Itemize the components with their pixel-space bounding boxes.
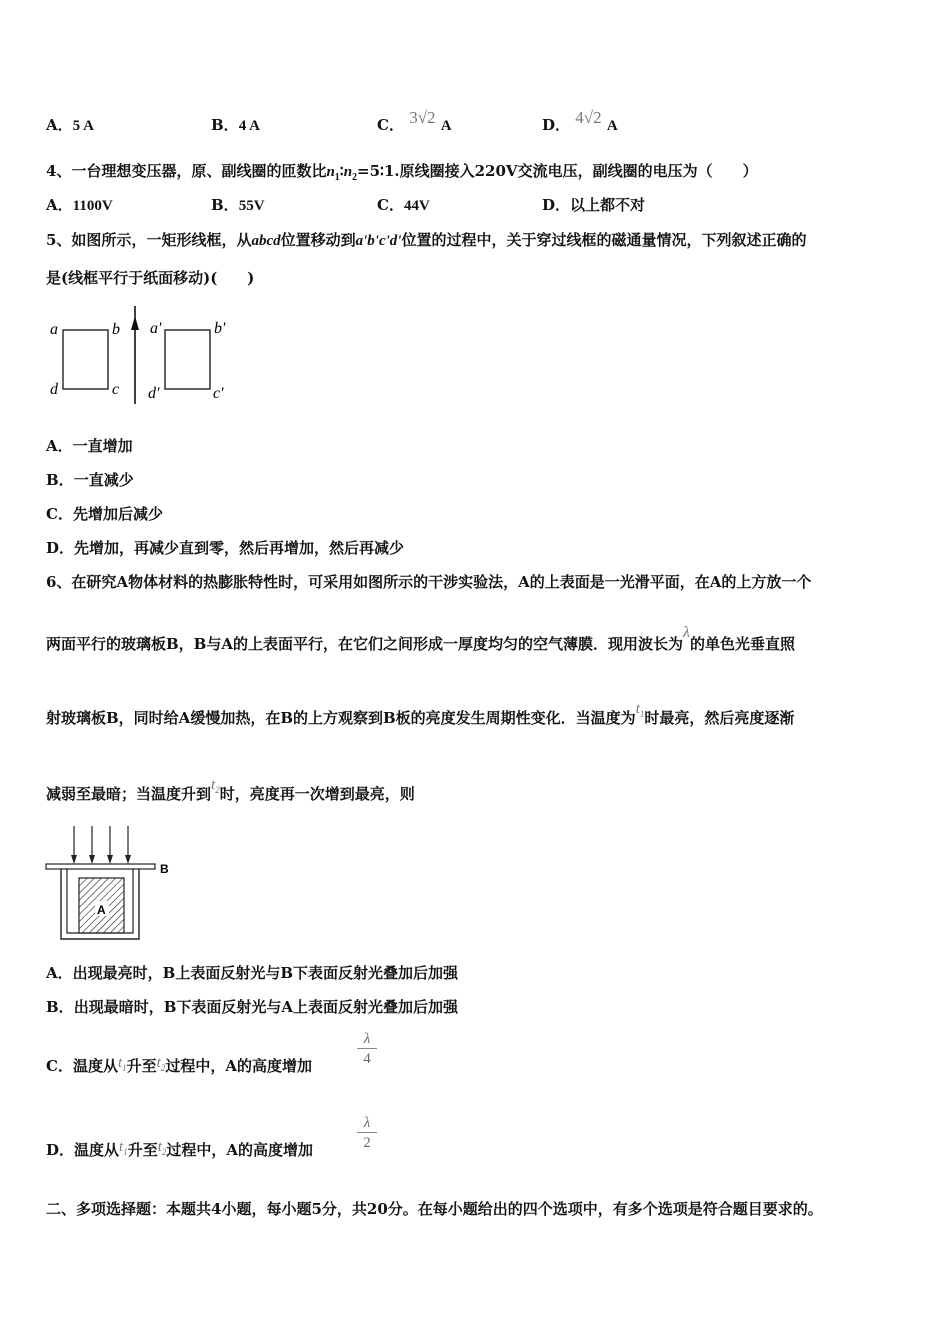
q5-option-d: D．先增加，再减少直到零，然后再增加，然后再减少 xyxy=(46,539,405,557)
label-a: A xyxy=(97,903,106,917)
label-a: a xyxy=(50,321,58,338)
q4-option-a: A．1100V xyxy=(46,196,113,214)
t2-symbol: $t_2$ xyxy=(211,777,220,795)
label-d: d xyxy=(50,381,58,398)
q4-option-b: B．55V xyxy=(211,196,265,214)
q4-stem: 4、一台理想变压器，原、副线圈的匝数比$n_1∶n_2=5∶1$.原线圈接入220V交流电压，副线圈的电压为（ ） xyxy=(46,162,758,183)
q4-option-c: C．44V xyxy=(377,196,430,214)
section2-heading: 二、多项选择题：本题共4小题，每小题5分，共20分。在每小题给出的四个选项中，有多个选项是符合题目要求的。 xyxy=(46,1200,823,1218)
q3-option-a: A．5 A xyxy=(46,116,94,134)
q6-figure xyxy=(44,822,184,944)
label-b-prime: b′ xyxy=(214,320,226,337)
q4-option-d: D．以上都不对 xyxy=(542,196,646,214)
current-arrow-icon xyxy=(131,316,139,330)
q6-stem-line3: 射玻璃板B，同时给A缓慢加热，在B的上方观察到B板的亮度发生周期性变化．当温度为$t_1$时最亮，然后亮度逐渐 xyxy=(46,701,795,727)
q5-figure xyxy=(46,300,246,410)
label-c-prime: c′ xyxy=(213,385,224,402)
label-b: b xyxy=(112,321,120,338)
q6-option-a: A．出现最亮时，B上表面反射光与B下表面反射光叠加后加强 xyxy=(46,964,458,982)
t1-symbol: $t_1$ xyxy=(635,701,645,719)
q5-option-b: B．一直减少 xyxy=(46,471,134,489)
fraction-lambda-over-4: $\frac{\lambda}{4}$ xyxy=(357,1030,377,1069)
lambda-symbol: λ xyxy=(683,624,690,641)
q6-option-d: D．温度从$t_1$升至$t_2$过程中，A的高度增加 xyxy=(46,1139,314,1159)
q5-stem-line1: 5、如图所示，一矩形线框，从abcd位置移动到a'b'c'd'位置的过程中，关于穿过线框的磁通量情况，下列叙述正确的 xyxy=(46,231,807,249)
fraction-lambda-over-2: $\frac{\lambda}{2}$ xyxy=(357,1114,377,1153)
label-c: c xyxy=(112,381,120,398)
q3-option-c: C． 3√2 A xyxy=(377,108,452,134)
q6-stem-line1: 6、在研究A物体材料的热膨胀特性时，可采用如图所示的干涉实验法，A的上表面是一光滑平面，在A的上方放一个 xyxy=(46,573,812,591)
frame-abcd xyxy=(63,330,108,389)
q6-stem-line2: 两面平行的玻璃板B，B与A的上表面平行，在它们之间形成一厚度均匀的空气薄膜．现用波长为λ的单色光垂直照 xyxy=(46,624,795,653)
q6-stem-line4: 减弱至最暗；当温度升到$t_2$时，亮度再一次增到最亮，则 xyxy=(46,777,415,803)
q6-option-b: B．出现最暗时，B下表面反射光与A上表面反射光叠加后加强 xyxy=(46,998,459,1016)
q3-option-b: B．4 A xyxy=(211,116,260,134)
label-d-prime: d′ xyxy=(148,385,160,402)
q6-option-c: C．温度从$t_1$升至$t_2$过程中，A的高度增加 xyxy=(46,1055,312,1075)
q5-option-a: A．一直增加 xyxy=(46,437,133,455)
frame-abcd-prime xyxy=(165,330,210,389)
q5-option-c: C．先增加后减少 xyxy=(46,505,163,523)
label-a-prime: a′ xyxy=(150,320,162,337)
radical-expression: 4√2 xyxy=(575,108,602,127)
glass-plate-b xyxy=(46,864,155,869)
incident-light-arrows xyxy=(71,826,131,864)
q5-stem-line2: 是(线框平行于纸面移动)( ) xyxy=(46,269,255,287)
q3-option-d: D． 4√2 A xyxy=(542,108,618,134)
label-b: B xyxy=(160,862,169,876)
radical-expression: 3√2 xyxy=(409,108,436,127)
